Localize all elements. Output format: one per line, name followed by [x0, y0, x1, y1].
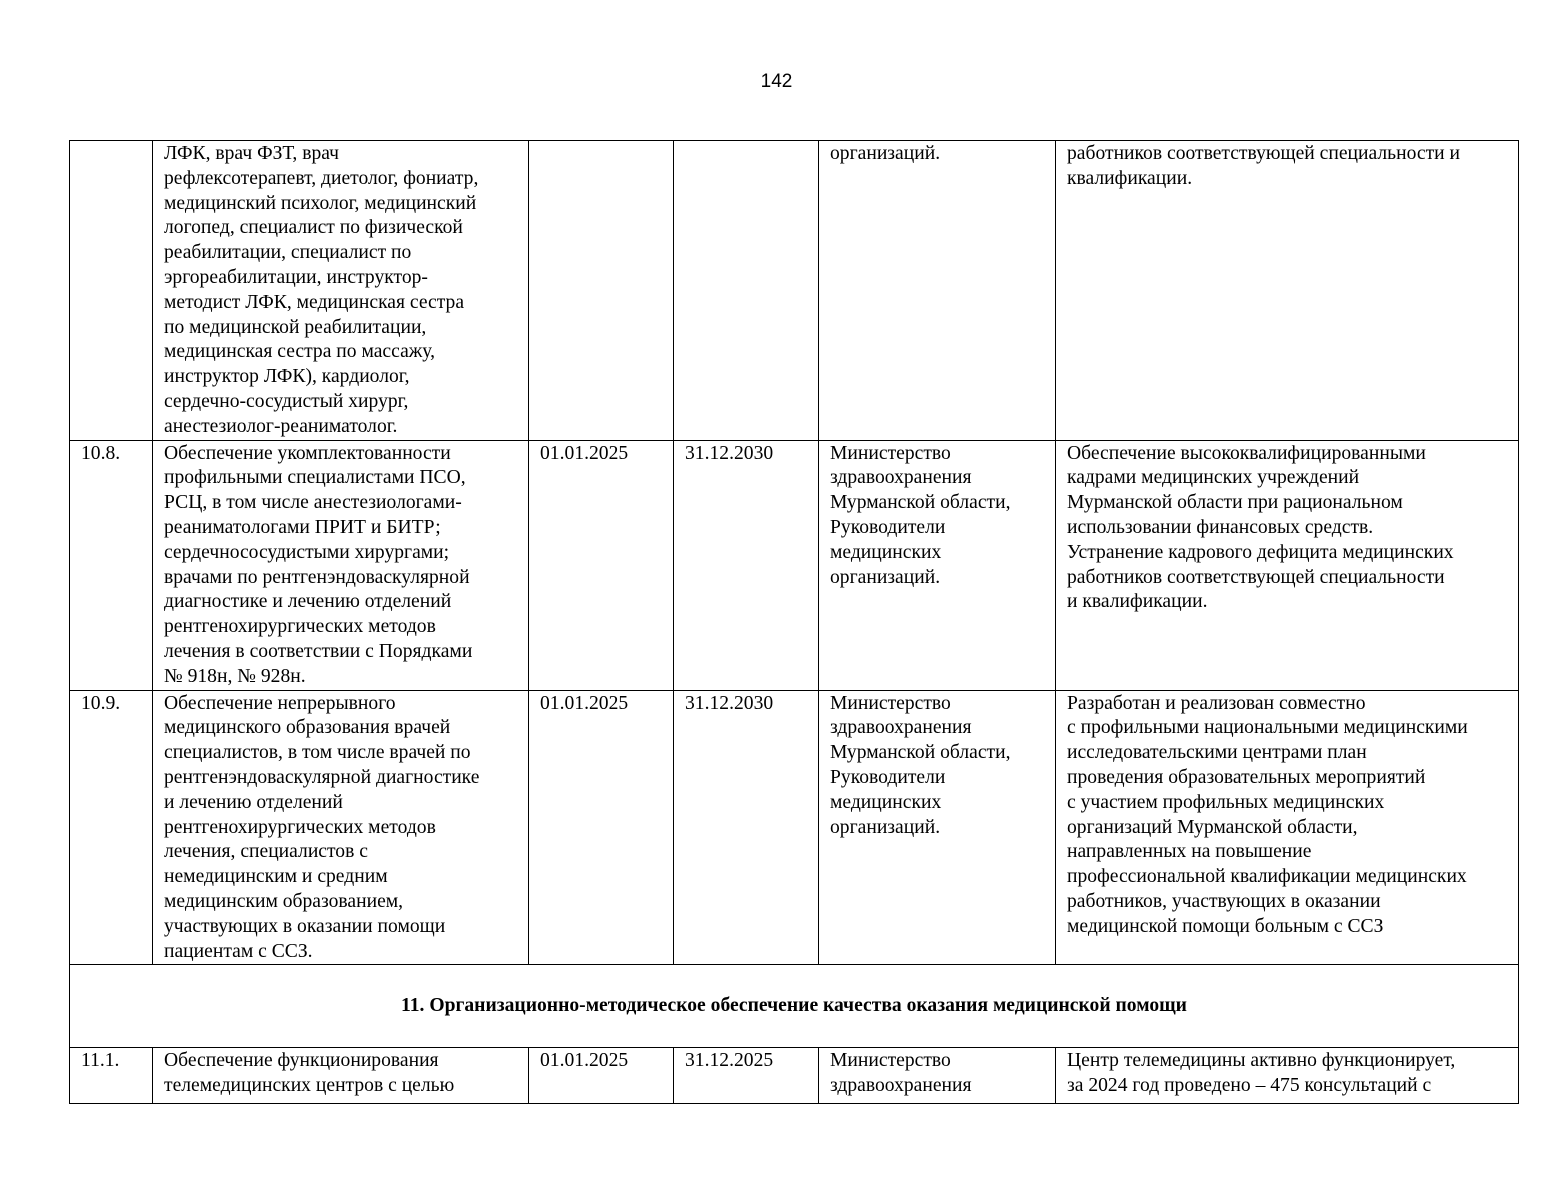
measure-description: Обеспечение укомплектованности профильными специалистами ПСО, РСЦ, в том числе анестезиологами- реаниматологами ПРИТ и БИТР; сердечнососудистыми хирургами; врачами по рентгенэндоваскулярной диагностике и лечению отделений рентгенохирургических методов лечения в соответствии с Порядками № 918н, № 928н. [153, 440, 529, 690]
end-date: 31.12.2025 [674, 1048, 819, 1104]
row-number: 11.1. [70, 1048, 153, 1104]
responsible-party: организаций. [819, 141, 1056, 441]
row-number: 10.9. [70, 690, 153, 965]
start-date: 01.01.2025 [529, 440, 674, 690]
row-number: 10.8. [70, 440, 153, 690]
table-row [70, 440, 1519, 690]
expected-result: Обеспечение высококвалифицированными кадрами медицинских учреждений Мурманской области при рациональном использовании финансовых средств. Устранение кадрового дефицита медицинских работников соответствующей специальности и квалификации. [1056, 440, 1519, 690]
section-title: 11. Организационно-методическое обеспечение качества оказания медицинской помощи [70, 965, 1519, 1048]
measure-description: Обеспечение функционирования телемедицинских центров с целью [153, 1048, 529, 1104]
expected-result: Центр телемедицины активно функционирует, за 2024 год проведено – 475 консультаций с [1056, 1048, 1519, 1104]
start-date: 01.01.2025 [529, 690, 674, 965]
table-row [70, 690, 1519, 965]
end-date: 31.12.2030 [674, 440, 819, 690]
end-date: 31.12.2030 [674, 690, 819, 965]
start-date [529, 141, 674, 441]
responsible-party: Министерство здравоохранения Мурманской области, Руководители медицинских организаций. [819, 440, 1056, 690]
measure-description: ЛФК, врач ФЗТ, врач рефлексотерапевт, диетолог, фониатр, медицинский психолог, медицинский логопед, специалист по физической реабилитации, специалист по эргореабилитации, инструктор- методист ЛФК, медицинская сестра по медицинской реабилитации, медицинская сестра по массажу, инструктор ЛФК), кардиолог, сердечно-сосудистый хирург, анестезиолог-реаниматолог. [153, 141, 529, 441]
page-number: 142 [760, 71, 793, 92]
table-row [70, 1048, 1519, 1104]
expected-result: Разработан и реализован совместно с профильными национальными медицинскими исследовательскими центрами план проведения образовательных мероприятий с участием профильных медицинских организаций Мурманской области, направленных на повышение профессиональной квалификации медицинских работников, участвующих в оказании медицинской помощи больным с ССЗ [1056, 690, 1519, 965]
expected-result: работников соответствующей специальности и квалификации. [1056, 141, 1519, 441]
responsible-party: Министерство здравоохранения [819, 1048, 1056, 1104]
measure-description: Обеспечение непрерывного медицинского образования врачей специалистов, в том числе врачей по рентгенэндоваскулярной диагностике и лечению отделений рентгенохирургических методов лечения, специалистов с немедицинским и средним медицинским образованием, участвующих в оказании помощи пациентам с ССЗ. [153, 690, 529, 965]
table-row [70, 141, 1519, 441]
start-date: 01.01.2025 [529, 1048, 674, 1104]
section-header-row [70, 965, 1519, 1048]
measures-table [69, 140, 1519, 1104]
row-number [70, 141, 153, 441]
responsible-party: Министерство здравоохранения Мурманской области, Руководители медицинских организаций. [819, 690, 1056, 965]
end-date [674, 141, 819, 441]
